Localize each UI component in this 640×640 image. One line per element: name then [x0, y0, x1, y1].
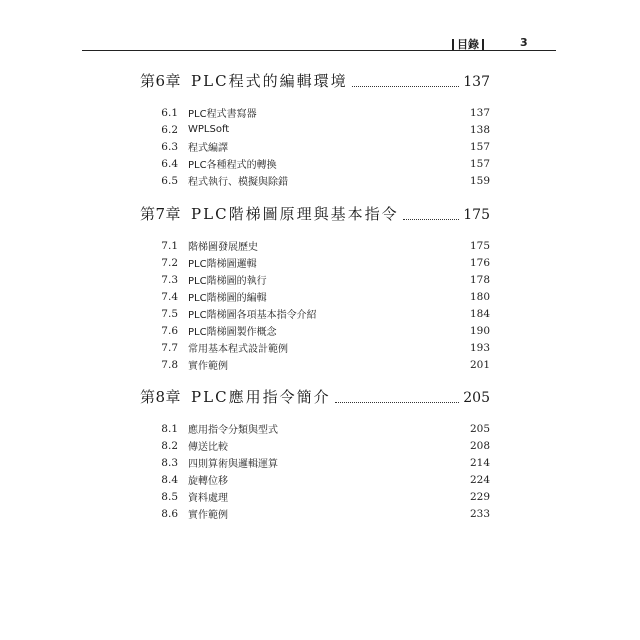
chapter-8 — [140, 386, 490, 522]
chapter-heading[interactable] — [140, 70, 490, 94]
section-number: 8.2 — [161, 439, 178, 452]
toc-entry[interactable] — [140, 505, 490, 522]
section-number: 8.4 — [161, 473, 178, 486]
section-title: PLC階梯圖邏輯 — [188, 259, 257, 270]
section-page: 201 — [469, 358, 490, 371]
section-title: PLC階梯圖製作概念 — [188, 327, 277, 338]
section-title: WPLSoft — [188, 124, 230, 135]
header-bar-left — [452, 39, 454, 50]
header-bar-right — [482, 39, 484, 50]
section-page: 178 — [469, 273, 490, 286]
section-title: 四則算術與邏輯運算 — [188, 459, 278, 470]
section-number: 8.6 — [161, 507, 178, 520]
toc-entry[interactable] — [140, 121, 490, 138]
section-title: 實作範例 — [188, 361, 228, 372]
section-page: 157 — [469, 157, 490, 170]
section-list — [140, 237, 490, 373]
section-title: 程式執行、模擬與除錯 — [188, 177, 288, 188]
section-page: 180 — [469, 290, 490, 303]
section-number: 7.3 — [161, 273, 178, 286]
section-page: 208 — [469, 439, 490, 452]
header-rule — [82, 50, 556, 51]
header-section-label: 目錄 — [457, 38, 479, 51]
section-page: 157 — [469, 140, 490, 153]
section-number: 6.5 — [161, 174, 178, 187]
toc-entry[interactable] — [140, 172, 490, 189]
chapter-page: 205 — [463, 390, 490, 406]
section-number: 7.5 — [161, 307, 178, 320]
chapter-6 — [140, 70, 490, 189]
toc-entry[interactable] — [140, 305, 490, 322]
chapter-page: 137 — [463, 74, 490, 90]
section-number: 6.1 — [161, 106, 178, 119]
toc-entry[interactable] — [140, 471, 490, 488]
chapter-title: PLC程式的編輯環境 — [191, 72, 348, 90]
section-list — [140, 420, 490, 522]
section-title: PLC程式書寫器 — [188, 109, 257, 120]
section-page: 190 — [469, 324, 490, 337]
section-title: 階梯圖發展歷史 — [188, 242, 258, 253]
chapter-heading[interactable] — [140, 203, 490, 227]
toc-entry[interactable] — [140, 237, 490, 254]
section-title: 傳送比較 — [188, 442, 228, 453]
section-number: 7.1 — [161, 239, 178, 252]
section-number: 8.3 — [161, 456, 178, 469]
section-title: 程式編譯 — [188, 143, 228, 154]
chapter-number: 第8章 — [140, 388, 182, 406]
section-title: 旋轉位移 — [188, 476, 228, 487]
chapter-title: PLC應用指令簡介 — [191, 388, 331, 406]
section-page: 138 — [469, 123, 490, 136]
section-page: 205 — [469, 422, 490, 435]
toc-entry[interactable] — [140, 138, 490, 155]
section-number: 8.5 — [161, 490, 178, 503]
chapter-number: 第6章 — [140, 72, 182, 90]
toc-entry[interactable] — [140, 322, 490, 339]
section-number: 7.2 — [161, 256, 178, 269]
section-title: 實作範例 — [188, 510, 228, 521]
chapter-title: PLC階梯圖原理與基本指令 — [191, 205, 399, 223]
section-title: 資料處理 — [188, 493, 228, 504]
dot-leader — [352, 86, 460, 87]
section-page: 137 — [469, 106, 490, 119]
section-title: 應用指令分類與型式 — [188, 425, 278, 436]
page-number: 3 — [520, 36, 528, 49]
section-page: 184 — [469, 307, 490, 320]
section-page: 229 — [469, 490, 490, 503]
chapter-7 — [140, 203, 490, 373]
section-title: PLC階梯圖的執行 — [188, 276, 267, 287]
section-number: 7.7 — [161, 341, 178, 354]
section-page: 224 — [469, 473, 490, 486]
toc-entry[interactable] — [140, 271, 490, 288]
section-page: 159 — [469, 174, 490, 187]
toc-entry[interactable] — [140, 437, 490, 454]
section-title: PLC階梯圖各項基本指令介紹 — [188, 310, 317, 321]
section-number: 6.2 — [161, 123, 178, 136]
section-number: 6.3 — [161, 140, 178, 153]
toc-entry[interactable] — [140, 288, 490, 305]
toc-entry[interactable] — [140, 454, 490, 471]
chapter-number: 第7章 — [140, 205, 182, 223]
section-title: PLC各種程式的轉換 — [188, 160, 277, 171]
chapter-heading[interactable] — [140, 386, 490, 410]
section-title: PLC階梯圖的編輯 — [188, 293, 267, 304]
section-title: 常用基本程式設計範例 — [188, 344, 288, 355]
toc-entry[interactable] — [140, 155, 490, 172]
section-page: 233 — [469, 507, 490, 520]
toc-entry[interactable] — [140, 339, 490, 356]
section-number: 7.8 — [161, 358, 178, 371]
section-number: 6.4 — [161, 157, 178, 170]
toc-entry[interactable] — [140, 104, 490, 121]
section-number: 7.6 — [161, 324, 178, 337]
section-page: 176 — [469, 256, 490, 269]
toc-entry[interactable] — [140, 254, 490, 271]
section-page: 214 — [469, 456, 490, 469]
toc-entry[interactable] — [140, 420, 490, 437]
dot-leader — [403, 219, 460, 220]
toc-entry[interactable] — [140, 488, 490, 505]
chapter-page: 175 — [463, 207, 490, 223]
dot-leader — [335, 402, 460, 403]
section-number: 7.4 — [161, 290, 178, 303]
toc-entry[interactable] — [140, 356, 490, 373]
section-page: 175 — [469, 239, 490, 252]
section-list — [140, 104, 490, 189]
section-number: 8.1 — [161, 422, 178, 435]
section-page: 193 — [469, 341, 490, 354]
